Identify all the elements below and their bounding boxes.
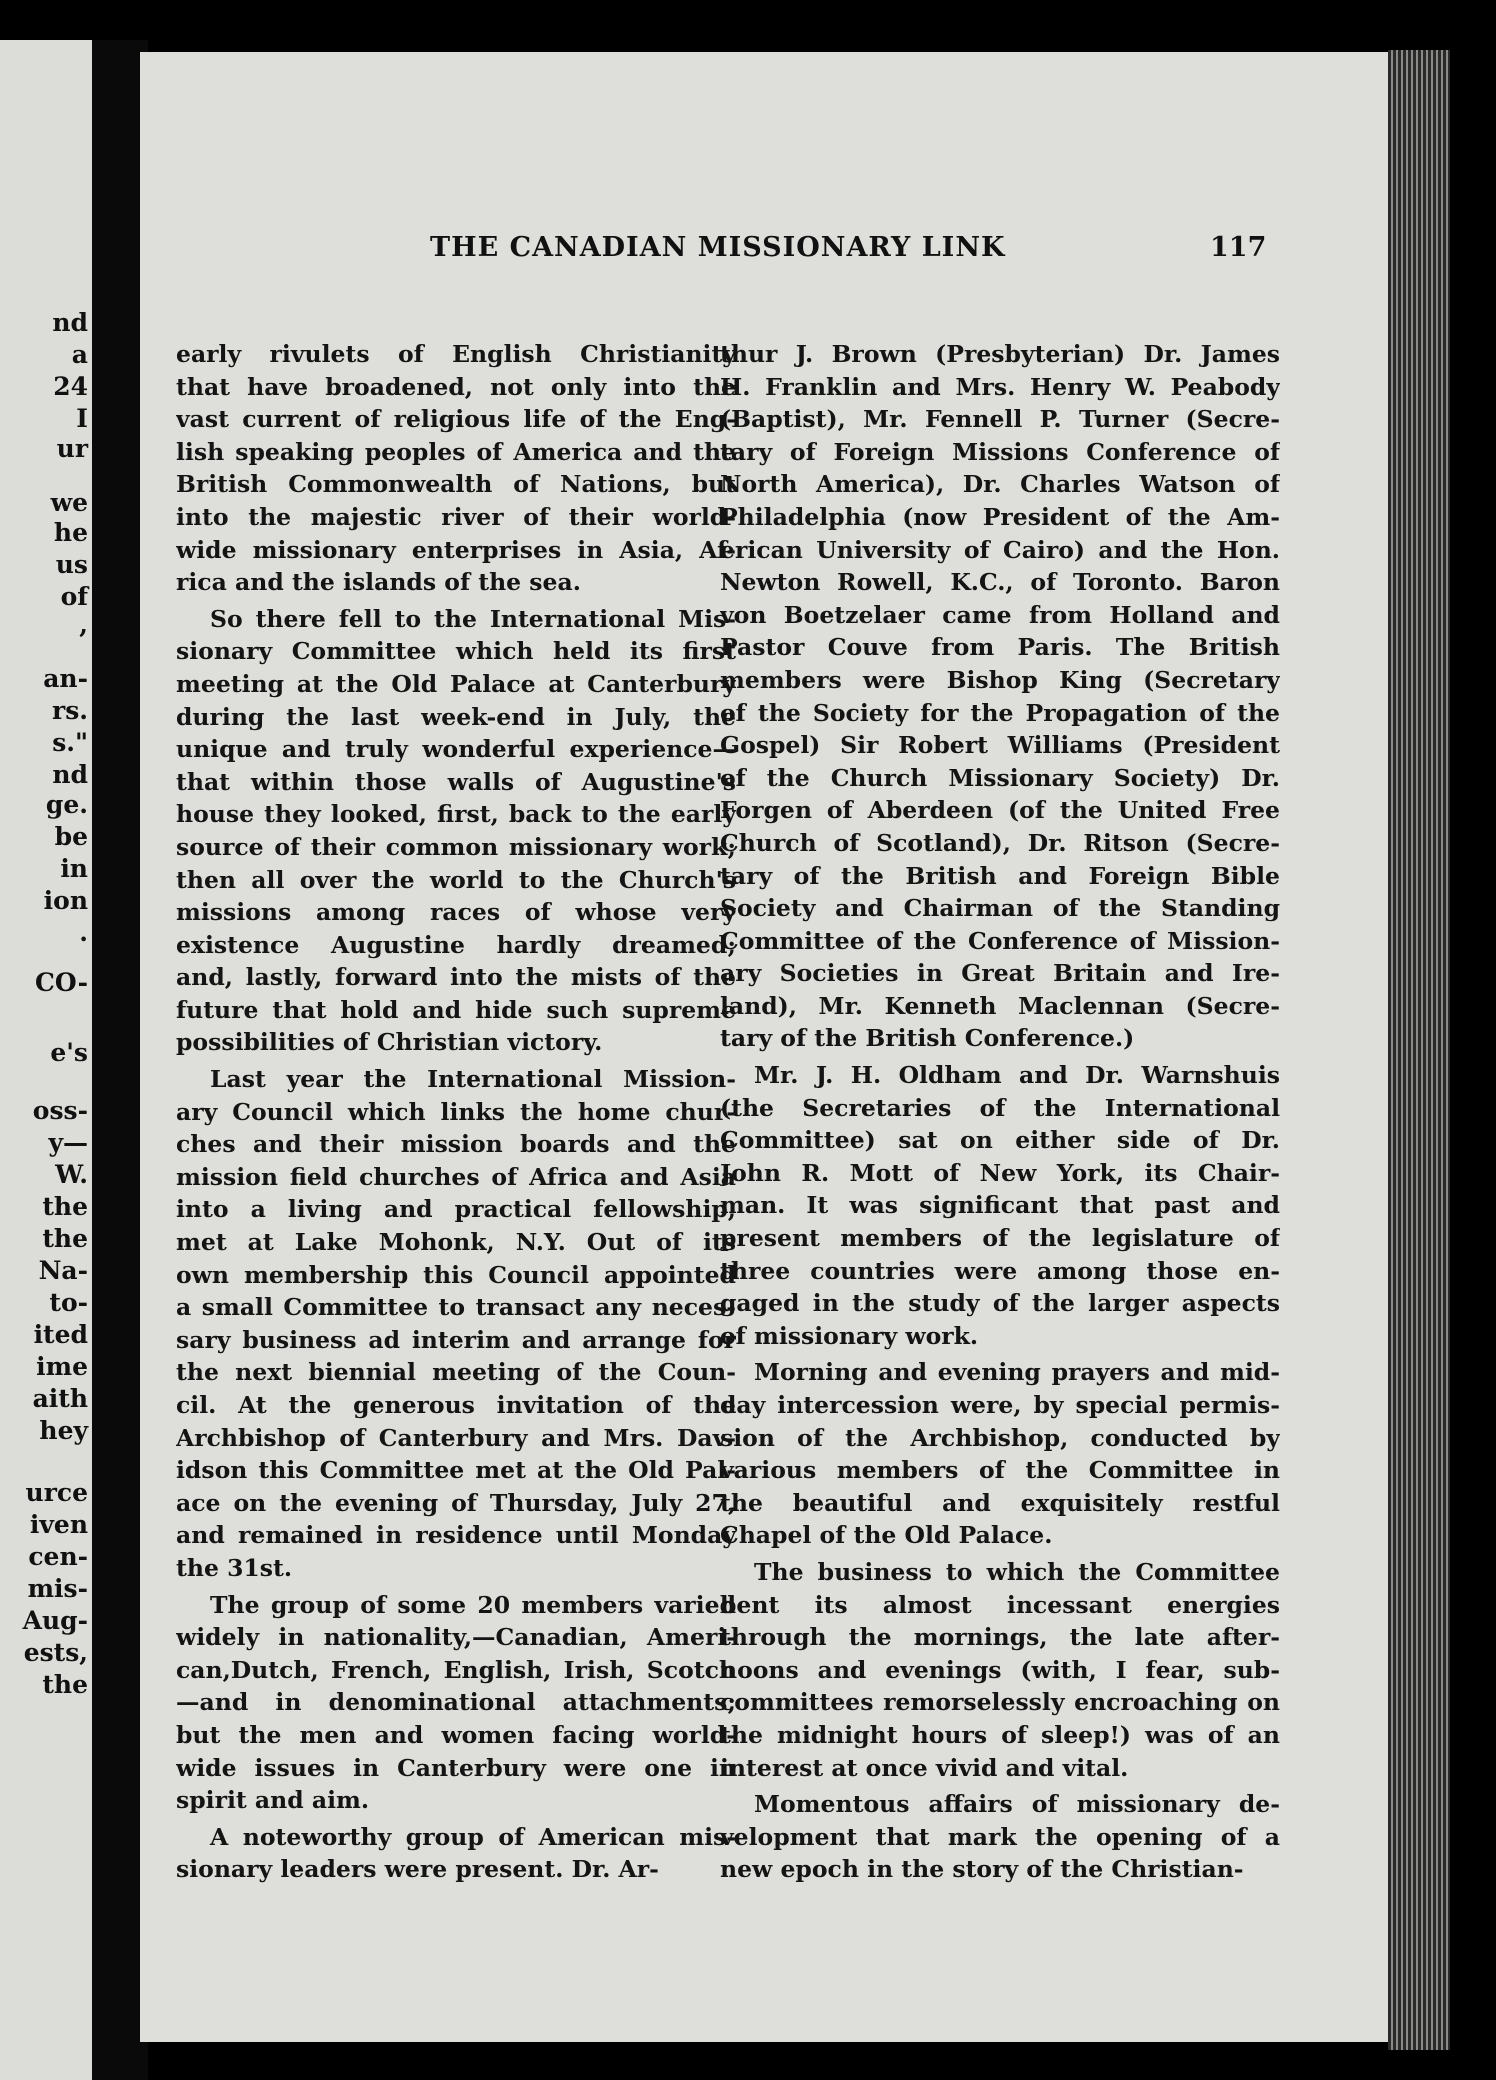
text-line: ary Council which links the home chur- — [176, 1097, 736, 1126]
text-line: day intercession were, by special permis- — [720, 1391, 1280, 1419]
text-line: H. Franklin and Mrs. Henry W. Peabody — [720, 372, 1280, 401]
text-line: widely in nationality,—Canadian, Ameri- — [176, 1623, 736, 1652]
text-line: Newton Rowell, K.C., of Toronto. Baron — [720, 568, 1280, 597]
text-line: new epoch in the story of the Christian- — [720, 1855, 1244, 1884]
text-line: Church of Scotland), Dr. Ritson (Secre- — [720, 828, 1280, 857]
text-line: Philadelphia (now President of the Am- — [720, 502, 1280, 531]
running-head — [290, 232, 1290, 272]
fragment-text: cen- — [28, 1542, 88, 1571]
fragment-text: the — [42, 1670, 88, 1699]
fragment-text: ion — [43, 886, 88, 915]
text-line: and, lastly, forward into the mists of the — [176, 963, 736, 992]
fragment-text: aith — [32, 1384, 88, 1413]
fragment-text: e's — [50, 1038, 88, 1067]
fragment-text: 24 — [53, 372, 88, 401]
text-line: during the last week-end in July, the — [176, 702, 736, 731]
fragment-text: s." — [52, 728, 88, 757]
text-line: of the Society for the Propagation of the — [720, 698, 1280, 727]
text-line: can,Dutch, French, English, Irish, Scotch — [176, 1655, 736, 1684]
text-line: Last year the International Mission- — [210, 1065, 736, 1094]
fragment-text: W. — [55, 1160, 88, 1189]
fragment-text: iven — [29, 1510, 88, 1539]
text-line: missions among races of whose very — [176, 898, 736, 927]
fragment-text: us — [55, 550, 88, 579]
text-line: present members of the legislature of — [720, 1224, 1280, 1253]
text-line: idson this Committee met at the Old Pal- — [176, 1456, 736, 1485]
fragment-text: ime — [36, 1352, 88, 1381]
page-edges — [1388, 50, 1450, 2050]
fragment-text: . — [79, 918, 88, 947]
text-line: (the Secretaries of the International — [720, 1093, 1280, 1122]
text-line: thur J. Brown (Presbyterian) Dr. James — [720, 340, 1280, 368]
text-line: the next biennial meeting of the Coun- — [176, 1358, 736, 1387]
fragment-text: , — [79, 610, 88, 639]
fragment-text: oss- — [32, 1096, 88, 1125]
text-line: meeting at the Old Palace at Canterbury — [176, 669, 736, 698]
text-line: interest at once vivid and vital. — [720, 1753, 1129, 1782]
text-line: met at Lake Mohonk, N.Y. Out of its — [176, 1228, 736, 1257]
text-line: that have broadened, not only into the — [176, 372, 736, 401]
text-line: man. It was significant that past and — [720, 1191, 1280, 1220]
fragment-text: Na- — [38, 1256, 88, 1285]
text-line: velopment that mark the opening of a — [720, 1822, 1280, 1851]
fragment-text: ests, — [23, 1638, 88, 1667]
fragment-text: nd — [52, 308, 88, 337]
text-line: through the mornings, the late after- — [720, 1623, 1280, 1652]
fragment-text: an- — [43, 664, 88, 693]
fragment-text: Aug- — [22, 1606, 88, 1635]
fragment-text: in — [60, 854, 88, 883]
text-line: committees remorselessly encroaching on — [720, 1688, 1280, 1717]
fragment-text: I — [76, 404, 88, 433]
text-line: a small Committee to transact any neces- — [176, 1293, 736, 1322]
text-line: John R. Mott of New York, its Chair- — [720, 1158, 1280, 1187]
fragment-text: mis- — [27, 1574, 88, 1603]
text-line: source of their common missionary work; — [176, 832, 736, 861]
text-line: tary of Foreign Missions Conference of — [720, 437, 1280, 466]
text-line: ary Societies in Great Britain and Ire- — [720, 959, 1280, 988]
text-line: Committee) sat on either side of Dr. — [720, 1126, 1280, 1155]
text-line: of missionary work. — [720, 1321, 979, 1350]
text-line: tary of the British and Foreign Bible — [720, 861, 1280, 890]
text-line: existence Augustine hardly dreamed; — [176, 930, 736, 959]
fragment-text: rs. — [52, 696, 88, 725]
fragment-text: be — [54, 822, 88, 851]
text-line: The business to which the Committee — [754, 1557, 1280, 1586]
fragment-text: of — [60, 582, 88, 611]
text-line: Momentous affairs of missionary de- — [754, 1790, 1280, 1819]
text-line: Committee of the Conference of Mission- — [720, 926, 1280, 955]
text-line: (Baptist), Mr. Fennell P. Turner (Secre- — [720, 405, 1280, 434]
text-line: The group of some 20 members varied — [210, 1590, 736, 1619]
text-line: North America), Dr. Charles Watson of — [720, 470, 1280, 499]
text-line: own membership this Council appointed — [176, 1260, 736, 1289]
text-line: but the men and women facing world- — [176, 1720, 736, 1749]
text-line: wide issues in Canterbury were one in — [176, 1753, 736, 1782]
text-line: gaged in the study of the larger aspects — [720, 1289, 1280, 1318]
fragment-text: hey — [39, 1416, 88, 1445]
fragment-text: ited — [33, 1320, 88, 1349]
text-line: erican University of Cairo) and the Hon. — [720, 535, 1280, 564]
text-line: von Boetzelaer came from Holland and — [720, 600, 1280, 629]
text-line: spirit and aim. — [176, 1786, 370, 1815]
previous-page-fragment — [0, 40, 92, 2080]
text-line: three countries were among those en- — [720, 1256, 1280, 1285]
text-line: Archbishop of Canterbury and Mrs. Dav- — [176, 1423, 736, 1452]
fragment-text: ge. — [45, 790, 88, 819]
text-line: into the majestic river of their world- — [176, 502, 736, 531]
fragment-text: we — [50, 488, 88, 517]
text-line: sary business ad interim and arrange for — [176, 1325, 736, 1354]
text-line: various members of the Committee in — [720, 1456, 1280, 1485]
text-line: the 31st. — [176, 1553, 293, 1582]
fragment-text: y— — [48, 1128, 88, 1157]
text-line: Chapel of the Old Palace. — [720, 1521, 1053, 1550]
text-line: Morning and evening prayers and mid- — [754, 1358, 1280, 1387]
page-117 — [140, 52, 1400, 2042]
fragment-text: urce — [25, 1478, 88, 1507]
text-line: Gospel) Sir Robert Williams (President — [720, 731, 1280, 760]
fragment-text: the — [42, 1224, 88, 1253]
text-line: Pastor Couve from Paris. The British — [720, 633, 1280, 662]
text-line: So there fell to the International Mis- — [210, 604, 736, 633]
text-line: land), Mr. Kenneth Maclennan (Secre- — [720, 991, 1280, 1020]
text-line: tary of the British Conference.) — [720, 1024, 1135, 1053]
fragment-text: nd — [52, 760, 88, 789]
text-line: mission field churches of Africa and Asia — [176, 1162, 736, 1191]
text-line: Mr. J. H. Oldham and Dr. Warnshuis — [754, 1061, 1280, 1090]
fragment-text: to- — [49, 1288, 88, 1317]
text-line: house they looked, first, back to the early — [176, 800, 736, 829]
text-line: and remained in residence until Monday — [176, 1521, 736, 1550]
text-line: future that hold and hide such supreme — [176, 995, 736, 1024]
text-line: the beautiful and exquisitely restful — [720, 1488, 1280, 1517]
text-line: into a living and practical fellowship, — [176, 1195, 736, 1224]
left-column — [176, 338, 736, 1886]
text-line: ace on the evening of Thursday, July 27, — [176, 1488, 736, 1517]
text-line: British Commonwealth of Nations, but — [176, 470, 736, 499]
text-line: possibilities of Christian victory. — [176, 1028, 603, 1057]
text-line: rica and the islands of the sea. — [176, 568, 581, 597]
running-title: THE CANADIAN MISSIONARY LINK — [430, 232, 1006, 263]
text-line: sionary leaders were present. Dr. Ar- — [176, 1855, 659, 1884]
page-number: 117 — [1210, 232, 1267, 263]
text-line: early rivulets of English Christianity — [176, 340, 736, 368]
text-line: Forgen of Aberdeen (of the United Free — [720, 796, 1280, 825]
text-line: sionary Committee which held its first — [176, 637, 736, 666]
fragment-text: he — [53, 518, 88, 547]
text-line: cil. At the generous invitation of the — [176, 1391, 736, 1419]
right-column — [720, 338, 1280, 1886]
text-line: noons and evenings (with, I fear, sub- — [720, 1655, 1280, 1684]
text-line: Society and Chairman of the Standing — [720, 894, 1280, 923]
text-line: lish speaking peoples of America and the — [176, 437, 736, 466]
text-line: the midnight hours of sleep!) was of an — [720, 1720, 1280, 1749]
text-line: then all over the world to the Church's — [176, 865, 736, 894]
text-line: unique and truly wonderful experience— — [176, 735, 736, 764]
text-line: sion of the Archbishop, conducted by — [720, 1423, 1280, 1452]
text-line: of the Church Missionary Society) Dr. — [720, 763, 1280, 792]
text-line: —and in denominational attachments; — [176, 1688, 736, 1717]
text-line: members were Bishop King (Secretary — [720, 665, 1280, 694]
text-line: that within those walls of Augustine's — [176, 767, 736, 796]
fragment-text: CO- — [35, 968, 88, 997]
fragment-text: ur — [56, 434, 88, 463]
fragment-text: a — [71, 340, 88, 369]
text-line: wide missionary enterprises in Asia, Af- — [176, 535, 736, 564]
text-line: A noteworthy group of American mis- — [210, 1822, 736, 1851]
fragment-text: the — [42, 1192, 88, 1221]
text-line: vast current of religious life of the Eng- — [176, 405, 736, 434]
text-line: ches and their mission boards and the — [176, 1130, 736, 1159]
text-line: bent its almost incessant energies — [720, 1590, 1280, 1619]
